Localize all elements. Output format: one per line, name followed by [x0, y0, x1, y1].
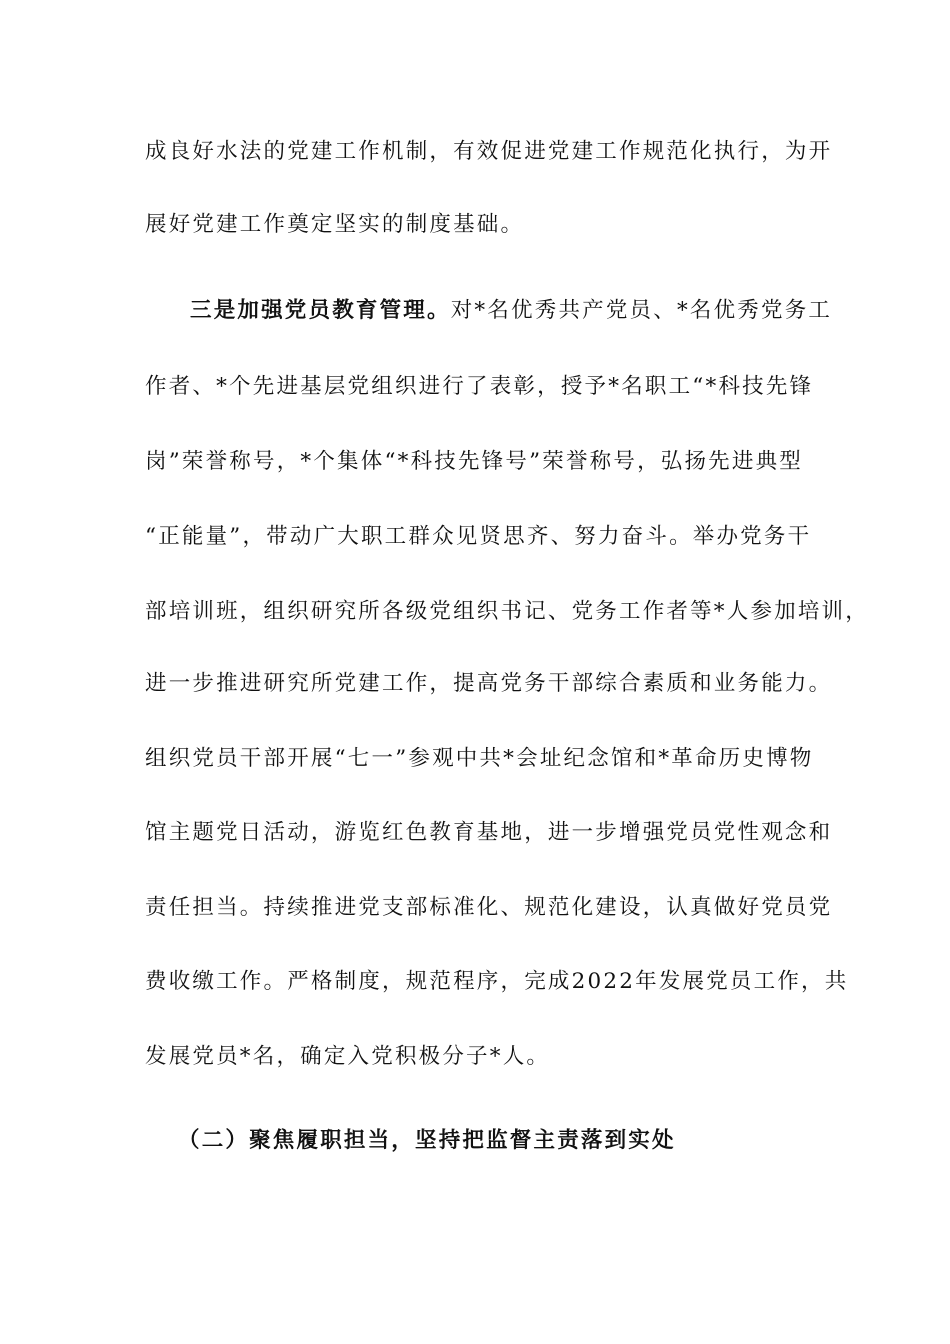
paragraph2-line-7: 组织党员干部开展“七一”参观中共*会址纪念馆和*革命历史博物 [145, 746, 814, 771]
paragraph1-line-1: 成良好水法的党建工作机制，有效促进党建工作规范化执行，为开 [145, 139, 833, 164]
section-heading: （二）聚焦履职担当，坚持把监督主责落到实处 [178, 1128, 676, 1153]
paragraph2-line-10: 费收缴工作。严格制度，规范程序，完成2022年发展党员工作，共 [145, 969, 849, 994]
paragraph2-line-1 [190, 296, 832, 326]
paragraph2-line-8: 馆主题党日活动，游览红色教育基地，进一步增强党员党性观念和 [145, 820, 833, 845]
paragraph2-line-5: 部培训班，组织研究所各级党组织书记、党务工作者等*人参加培训， [145, 599, 869, 624]
paragraph2-lead: 三是加强党员教育管理。 [190, 298, 451, 323]
paragraph2-line-9: 责任担当。持续推进党支部标准化、规范化建设，认真做好党员党 [145, 895, 833, 920]
paragraph2-first-line-rest: 对*名优秀共产党员、*名优秀党务工 [450, 298, 833, 323]
paragraph2-line-6: 进一步推进研究所党建工作，提高党务干部综合素质和业务能力。 [145, 671, 833, 696]
paragraph2-line-2: 作者、*个先进基层党组织进行了表彰，授予*名职工“*科技先锋 [145, 374, 814, 399]
paragraph2-line-3: 岗”荣誉称号，*个集体“*科技先锋号”荣誉称号，弘扬先进典型 [145, 449, 803, 474]
paragraph2-line-4: “正能量”，带动广大职工群众见贤思齐、努力奋斗。举办党务干 [145, 524, 812, 549]
paragraph2-line-11: 发展党员*名，确定入党积极分子*人。 [145, 1044, 551, 1069]
paragraph1-line-2: 展好党建工作奠定坚实的制度基础。 [145, 212, 525, 237]
